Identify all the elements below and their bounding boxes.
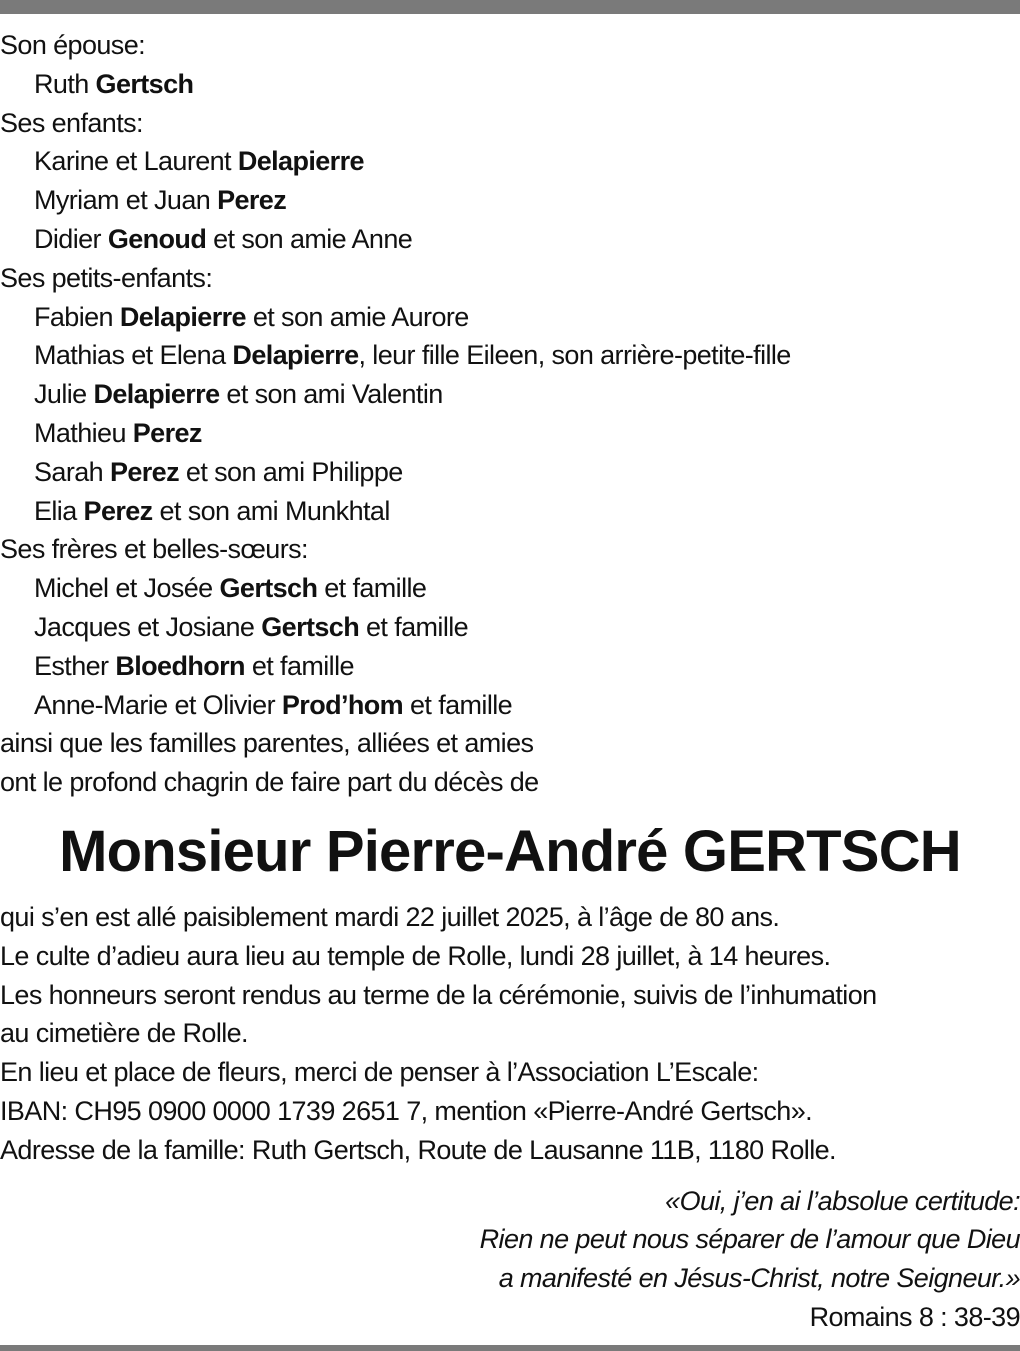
member-text: et famille bbox=[359, 611, 469, 642]
member-surname: Genoud bbox=[107, 223, 207, 254]
member-text: Mathieu bbox=[34, 417, 133, 448]
member-text: Sarah bbox=[34, 456, 110, 487]
member-text: Jacques et Josiane bbox=[34, 611, 262, 642]
quote-line: Rien ne peut nous séparer de l’amour que Dieu bbox=[479, 1224, 1020, 1255]
quote-line: a manifesté en Jésus-Christ, notre Seigneur.» bbox=[498, 1263, 1020, 1294]
member-surname: Perez bbox=[217, 185, 287, 216]
family-member bbox=[0, 336, 1020, 375]
detail-line: qui s’en est allé paisiblement mardi 22 juillet 2025, à l’âge de 80 ans. bbox=[0, 901, 780, 932]
detail-line: IBAN: CH95 0900 0000 1739 2651 7, mention «Pierre-André Gertsch». bbox=[0, 1095, 813, 1126]
member-text: et famille bbox=[244, 650, 354, 681]
member-text: Myriam et Juan bbox=[34, 185, 218, 216]
bottom-rule bbox=[0, 1345, 1020, 1351]
family-member bbox=[0, 65, 1020, 104]
family-member bbox=[0, 569, 1020, 608]
section-heading: Ses frères et belles-sœurs: bbox=[0, 534, 308, 565]
family-member bbox=[0, 375, 1020, 414]
detail-line: Adresse de la famille: Ruth Gertsch, Route de Lausanne 11B, 1180 Rolle. bbox=[0, 1134, 836, 1165]
quote-reference: Romains 8 : 38-39 bbox=[809, 1301, 1020, 1332]
family-member bbox=[0, 453, 1020, 492]
family-member bbox=[0, 181, 1020, 220]
member-text: Anne-Marie et Olivier bbox=[34, 689, 282, 720]
family-member bbox=[0, 492, 1020, 531]
member-text: et son ami Philippe bbox=[179, 456, 403, 487]
member-surname: Bloedhorn bbox=[115, 650, 245, 681]
member-surname: Delapierre bbox=[93, 379, 220, 410]
detail-line: au cimetière de Rolle. bbox=[0, 1018, 248, 1049]
member-text: et son amie Aurore bbox=[245, 301, 469, 332]
member-text: et famille bbox=[403, 689, 513, 720]
member-surname: Gertsch bbox=[219, 573, 318, 604]
member-text: Esther bbox=[34, 650, 116, 681]
member-surname: Gertsch bbox=[95, 68, 194, 99]
detail-line: Les honneurs seront rendus au terme de la cérémonie, suivis de l’inhumation bbox=[0, 979, 877, 1010]
member-text: , leur fille Eileen, son arrière-petite-fille bbox=[358, 340, 791, 371]
detail-line: En lieu et place de fleurs, merci de penser à l’Association L’Escale: bbox=[0, 1057, 759, 1088]
member-text: Elia bbox=[34, 495, 84, 526]
member-surname: Prod’hom bbox=[281, 689, 404, 720]
closing-line: ainsi que les familles parentes, alliées et amies bbox=[0, 728, 534, 759]
top-rule bbox=[0, 0, 1020, 14]
member-surname: Gertsch bbox=[261, 611, 360, 642]
family-list bbox=[0, 26, 1020, 724]
deceased-name: Monsieur Pierre-André GERTSCH bbox=[59, 818, 961, 884]
closing-line: ont le profond chagrin de faire part du décès de bbox=[0, 767, 539, 798]
member-text: Ruth bbox=[34, 68, 96, 99]
member-text: et son amie Anne bbox=[206, 223, 413, 254]
member-surname: Perez bbox=[83, 495, 153, 526]
member-text: Mathias et Elena bbox=[34, 340, 233, 371]
member-text: et famille bbox=[317, 573, 427, 604]
quote-line: «Oui, j’en ai l’absolue certitude: bbox=[665, 1185, 1020, 1216]
family-member bbox=[0, 647, 1020, 686]
member-text: Karine et Laurent bbox=[34, 146, 238, 177]
bible-quote bbox=[0, 1182, 1020, 1337]
member-surname: Delapierre bbox=[237, 146, 364, 177]
member-text: Fabien bbox=[34, 301, 120, 332]
detail-line: Le culte d’adieu aura lieu au temple de Rolle, lundi 28 juillet, à 14 heures. bbox=[0, 940, 831, 971]
member-surname: Perez bbox=[132, 417, 202, 448]
member-text: et son ami Munkhtal bbox=[152, 495, 390, 526]
obituary-notice bbox=[0, 26, 1020, 1337]
section-heading: Son épouse: bbox=[0, 30, 146, 60]
member-text: Julie bbox=[34, 379, 94, 410]
family-member bbox=[0, 298, 1020, 337]
family-member bbox=[0, 142, 1020, 181]
family-member bbox=[0, 414, 1020, 453]
member-text: Didier bbox=[34, 223, 108, 254]
section-heading: Ses enfants: bbox=[0, 107, 143, 138]
member-surname: Delapierre bbox=[119, 301, 246, 332]
member-text: Michel et Josée bbox=[34, 573, 220, 604]
member-surname: Delapierre bbox=[232, 340, 359, 371]
member-text: et son ami Valentin bbox=[219, 379, 443, 410]
member-surname: Perez bbox=[109, 456, 180, 487]
family-member bbox=[0, 686, 1020, 725]
family-member bbox=[0, 608, 1020, 647]
family-member bbox=[0, 220, 1020, 259]
section-heading: Ses petits-enfants: bbox=[0, 262, 213, 293]
